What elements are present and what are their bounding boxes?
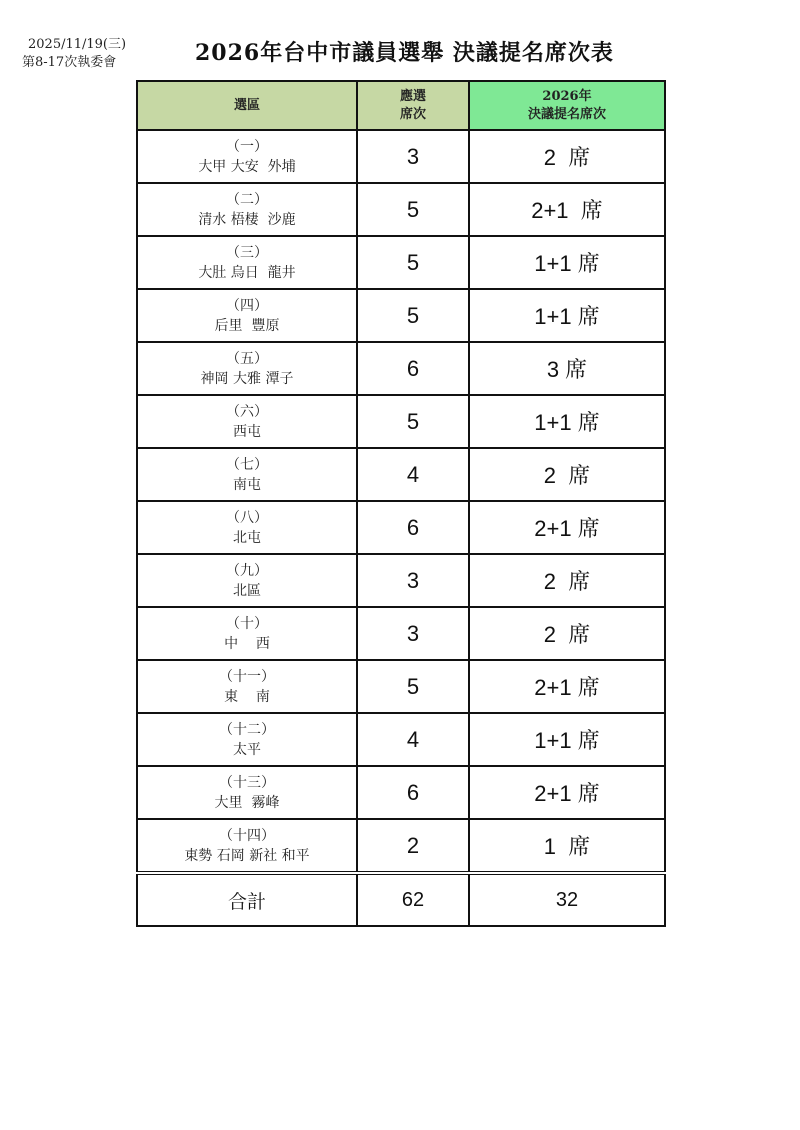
district-cell [137, 236, 357, 289]
district-cell [137, 607, 357, 660]
header-seats [357, 81, 469, 130]
table-row [137, 766, 665, 819]
nominated-cell: 2 席 [469, 607, 665, 660]
district-number: （五） [226, 350, 268, 367]
seats-cell: 2 [357, 819, 469, 873]
header-nominated-line1: 2026年 [542, 88, 592, 104]
nominated-cell: 1+1 席 [469, 713, 665, 766]
district-names: 大甲 大安 外埔 [198, 158, 296, 175]
nominated-cell: 2+1 席 [469, 766, 665, 819]
district-number: （六） [226, 403, 268, 420]
header-nominated [469, 81, 665, 130]
district-names: 后里 豐原 [214, 317, 280, 334]
district-names: 東勢 石岡 新社 和平 [184, 847, 310, 864]
header-district: 選區 [137, 81, 357, 130]
nominated-cell: 1 席 [469, 819, 665, 873]
nominated-cell: 2 席 [469, 448, 665, 501]
seats-cell: 6 [357, 342, 469, 395]
nominated-cell: 2+1 席 [469, 660, 665, 713]
district-cell [137, 448, 357, 501]
seats-cell: 6 [357, 501, 469, 554]
nominated-cell: 2 席 [469, 130, 665, 183]
table-row [137, 395, 665, 448]
meeting-session: 第8-17次執委會 [22, 55, 117, 70]
district-cell [137, 342, 357, 395]
district-number: （二） [226, 191, 268, 208]
seats-cell: 5 [357, 660, 469, 713]
table-row [137, 554, 665, 607]
district-cell [137, 766, 357, 819]
total-nominated: 32 [469, 873, 665, 926]
table-header-row [137, 81, 665, 130]
district-names: 東 南 [224, 688, 270, 705]
table-row [137, 130, 665, 183]
table-row [137, 607, 665, 660]
total-seats: 62 [357, 873, 469, 926]
nominated-cell: 1+1 席 [469, 236, 665, 289]
district-number: （八） [226, 509, 268, 526]
table-row [137, 819, 665, 873]
seats-cell: 3 [357, 554, 469, 607]
district-names: 中 西 [224, 635, 270, 652]
header-seats-line2: 席次 [399, 106, 426, 122]
district-number: （四） [226, 297, 268, 314]
nominated-cell: 2+1 席 [469, 183, 665, 236]
seats-cell: 5 [357, 395, 469, 448]
header-nominated-line2: 決議提名席次 [527, 106, 606, 122]
district-names: 大肚 烏日 龍井 [198, 264, 296, 281]
district-names: 神岡 大雅 潭子 [200, 370, 294, 387]
district-names: 大里 霧峰 [214, 794, 280, 811]
document-meta [22, 36, 126, 72]
district-number: （十四） [219, 827, 275, 844]
seats-cell: 3 [357, 130, 469, 183]
district-cell [137, 130, 357, 183]
nominated-cell: 2+1 席 [469, 501, 665, 554]
seats-cell: 5 [357, 183, 469, 236]
district-cell [137, 183, 357, 236]
district-cell [137, 713, 357, 766]
district-cell [137, 554, 357, 607]
table-row [137, 660, 665, 713]
table-row [137, 236, 665, 289]
meeting-date: 2025/11/19(三) [28, 37, 127, 52]
seats-cell: 5 [357, 289, 469, 342]
district-names: 北屯 [233, 529, 261, 546]
district-names: 清水 梧棲 沙鹿 [198, 211, 296, 228]
district-names: 南屯 [233, 476, 261, 493]
nominated-cell: 1+1 席 [469, 395, 665, 448]
table-row [137, 342, 665, 395]
total-label: 合計 [137, 873, 357, 926]
table-row [137, 501, 665, 554]
district-number: （三） [226, 244, 268, 261]
district-cell [137, 819, 357, 873]
nominated-cell: 1+1 席 [469, 289, 665, 342]
district-names: 西屯 [233, 423, 261, 440]
district-names: 太平 [233, 741, 261, 758]
nominated-cell: 3 席 [469, 342, 665, 395]
header-seats-line1: 應選 [399, 88, 426, 104]
table-row [137, 448, 665, 501]
seats-cell: 4 [357, 448, 469, 501]
total-row [137, 873, 665, 926]
seats-cell: 3 [357, 607, 469, 660]
district-number: （十三） [219, 774, 275, 791]
table-row [137, 289, 665, 342]
seats-cell: 5 [357, 236, 469, 289]
nomination-seats-table [136, 80, 666, 927]
district-number: （七） [226, 456, 268, 473]
table-row [137, 183, 665, 236]
district-number: （十） [226, 615, 268, 632]
district-number: （十二） [219, 721, 275, 738]
district-number: （一） [226, 138, 268, 155]
district-cell [137, 289, 357, 342]
seats-cell: 6 [357, 766, 469, 819]
table-row [137, 713, 665, 766]
district-cell [137, 660, 357, 713]
nominated-cell: 2 席 [469, 554, 665, 607]
district-cell [137, 501, 357, 554]
district-names: 北區 [233, 582, 261, 599]
seats-cell: 4 [357, 713, 469, 766]
district-number: （十一） [219, 668, 275, 685]
district-cell [137, 395, 357, 448]
district-number: （九） [226, 562, 268, 579]
page-title: 2026年台中市議員選舉 決議提名席次表 [195, 40, 614, 66]
